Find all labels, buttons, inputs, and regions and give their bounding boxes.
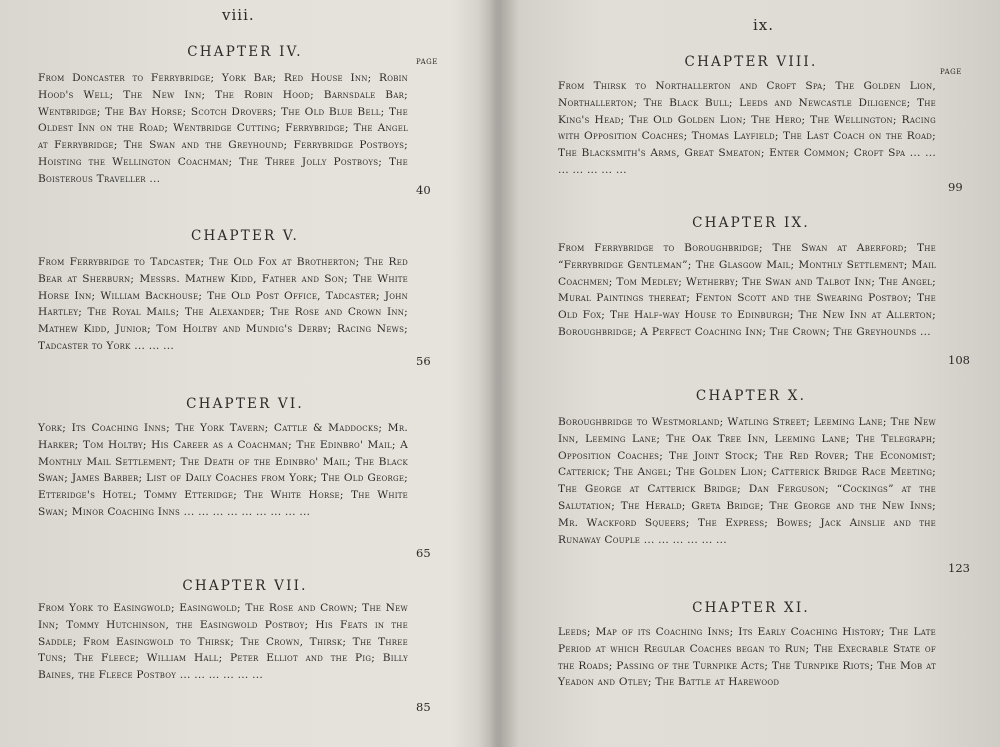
chapter-contents: From York to Easingwold; Easingwold; The Rose and Crown; The New Inn; Tommy Hutchinson, the Easingwold Postboy; His Feats in the Saddle; From Easingwold to Thirsk; The Crown, Thirsk; The Three Tuns; The Fleece; William Hall; Peter Elliot and the Pig; Billy Baines, the Fleece Postboy ... ... ... ... ... ... (38, 602, 408, 682)
chapter-vi (0, 394, 490, 560)
chapter-contents: York; Its Coaching Inns; The York Tavern; Cattle & Maddocks; Mr. Harker; Tom Holtby; His Career as a Coachman; The Edinbro' Mail; A Monthly Mail Settlement; The Death of the Edinbro' Mail; The Black Swan; James Barber; List of Daily Coaches from York; The Old George; Etteridge's Hotel; Tommy Etteridge; The White Horse; The White Swan; Minor Coaching Inns ... ... ... ... ... ... ... ... ... (38, 422, 408, 518)
left-page (0, 0, 490, 747)
chapter-v (0, 226, 490, 368)
page-folio-right: ix. (753, 16, 775, 34)
page-number: 40 (416, 183, 431, 197)
chapter-title: CHAPTER IV. (187, 44, 303, 60)
page-number: 56 (416, 354, 431, 368)
chapter-xi (502, 598, 1000, 689)
page-number: 85 (416, 700, 431, 714)
chapter-title: CHAPTER VIII. (684, 54, 818, 70)
page-column-label: PAGE (940, 68, 962, 76)
page-number: 123 (948, 561, 970, 575)
chapter-title: CHAPTER XI. (692, 600, 810, 616)
chapter-vii (0, 576, 490, 714)
chapter-title: CHAPTER VII. (182, 578, 308, 594)
page-column-label: PAGE (416, 58, 438, 66)
chapter-contents: From Doncaster to Ferrybridge; York Bar; Red House Inn; Robin Hood's Well; The New Inn; The Robin Hood; Barnsdale Bar; Wentbridge; The Bay Horse; Scotch Drovers; The Old Blue Bell; The Oldest Inn on the Road; Wentbridge Cutting; Ferrybridge; The Angel at Ferrybridge; The Swan and the Greyhound; Ferrybridge Postboys; Hoisting the Wellington Coachman; The Three Jolly Postboys; The Boisterous Traveller ... (38, 72, 408, 185)
right-page (502, 0, 1000, 747)
chapter-ix (502, 213, 1000, 367)
chapter-contents: From Ferrybridge to Boroughbridge; The Swan at Aberford; The “Ferrybridge Gentleman”; The Glasgow Mail; Monthly Settlement; Mail Coachmen; Tom Medley; Wetherby; The Swan and Talbot Inn; The Angel; Mural Paintings thereat; Fenton Scott and the Swearing Postboy; The Old Fox; The Half-way House to Edinburgh; The New Inn at Allerton; Boroughbridge; A Perfect Coaching Inn; The Crown; The Greyhounds ... (558, 242, 936, 338)
chapter-x (502, 386, 1000, 575)
chapter-title: CHAPTER V. (191, 228, 299, 244)
chapter-contents: Leeds; Map of its Coaching Inns; Its Early Coaching History; The Late Period at which Regular Coaches began to Run; The Execrable State of the Roads; Passing of the Turnpike Acts; The Turnpike Riots; The Mob at Yeadon and Otley; The Battle at Harewood (558, 626, 936, 689)
chapter-contents: From Thirsk to Northallerton and Croft Spa; The Golden Lion, Northallerton; The Black Bull; Leeds and Newcastle Diligence; The King's Head; The Old Golden Lion; The Hero; The Wellington; Racing with Opposition Coaches; Thomas Layfield; The Last Coach on the Road; The Blacksmith's Arms, Great Smeaton; Enter Common; Croft Spa ... ... ... ... ... ... ... (558, 80, 936, 176)
page-number: 65 (416, 546, 431, 560)
chapter-contents: From Ferrybridge to Tadcaster; The Old Fox at Brotherton; The Red Bear at Sherburn; Messrs. Mathew Kidd, Father and Son; The White Horse Inn; William Backhouse; The Old Post Office, Tadcaster; John Hartley; The Royal Mails; The Alexander; The Rose and Crown Inn; Mathew Kidd, Junior; Tom Holtby and Mundig's Derby; Racing News; Tadcaster to York ... ... ... (38, 256, 408, 352)
chapter-title: CHAPTER X. (695, 388, 807, 404)
page-folio-left: viii. (222, 6, 255, 24)
chapter-title: CHAPTER VI. (186, 396, 304, 412)
chapter-title: CHAPTER IX. (692, 215, 810, 231)
page-number: 108 (948, 353, 970, 367)
chapter-viii (502, 52, 1000, 194)
chapter-iv (0, 42, 490, 197)
chapter-contents: Boroughbridge to Westmorland; Watling Street; Leeming Lane; The New Inn, Leeming Lane; The Oak Tree Inn, Leeming Lane; The Telegraph; Opposition Coaches; The Joint Stock; The Red Rover; The Economist; Catterick; The Angel; The Golden Lion; Catterick Bridge Race Meeting; The George at Catterick Bridge; Dan Ferguson; “Cockings” at the Salutation; The Herald; Greta Bridge; The George and the New Inns; Mr. Wackford Squeers; The Express; Bowes; Jack Ainslie and the Runaway Couple ... ... ... ... ... ... (558, 416, 936, 546)
page-number: 99 (948, 180, 963, 194)
